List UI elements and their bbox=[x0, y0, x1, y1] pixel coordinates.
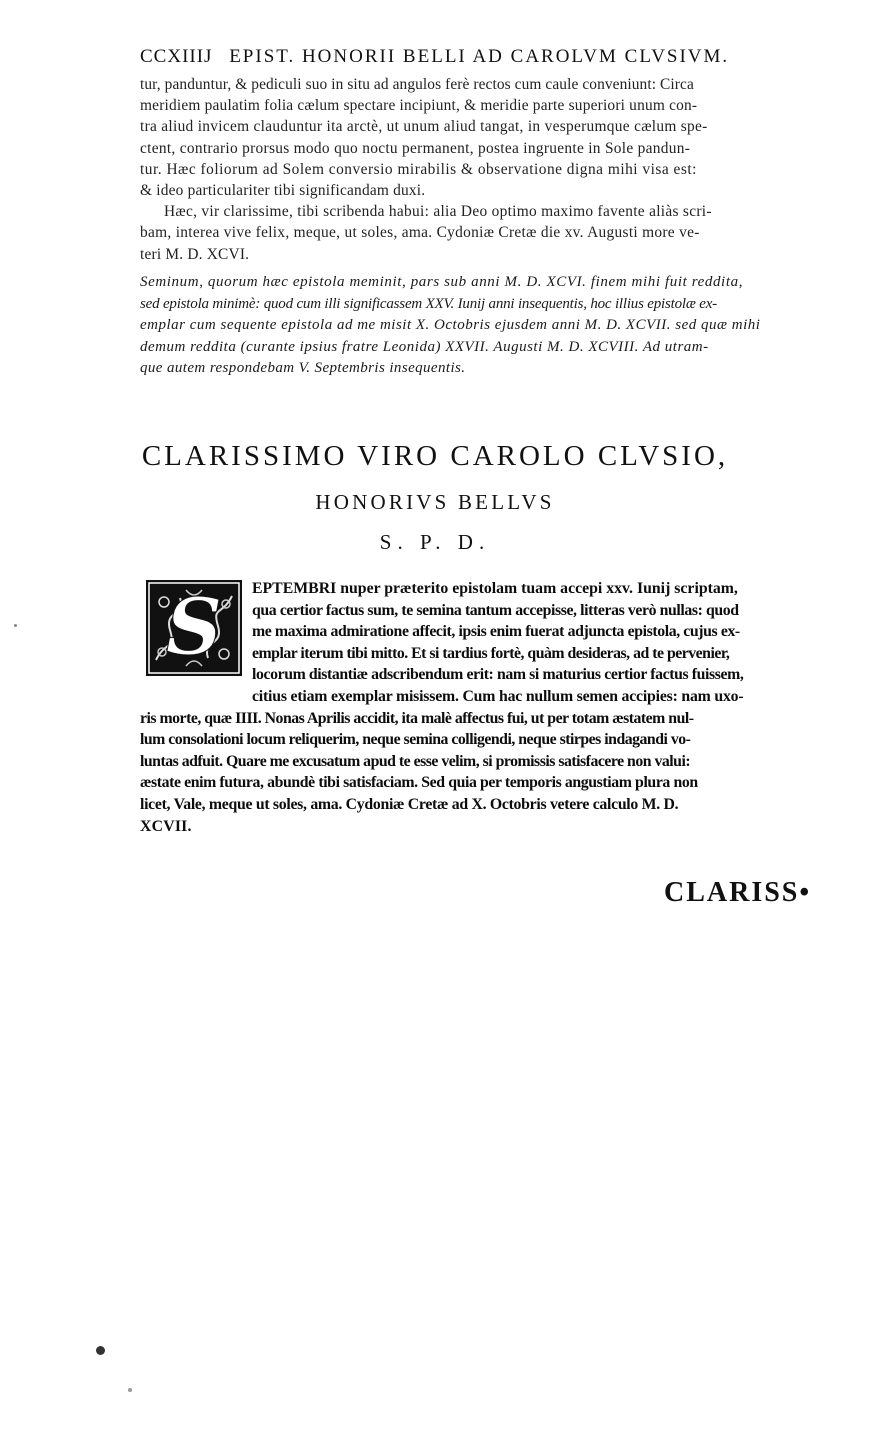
text-line: tur, panduntur, & pediculi suo in situ ad angulos ferè rectos cum caule conveniunt: Circa bbox=[140, 76, 694, 93]
letter-line: licet, Vale, meque ut soles, ama. Cydoniæ Cretæ ad X. Octobris vetere calculo M. D. bbox=[140, 795, 679, 813]
ink-speck bbox=[128, 1388, 132, 1392]
initial-letter: S bbox=[165, 582, 223, 673]
text-line: teri M. D. XCVI. bbox=[140, 245, 250, 263]
letter-line: qua certior factus sum, te semina tantum accepisse, litteras verò nullas: quod bbox=[252, 601, 739, 619]
note-line: que autem respondebam V. Septembris insequentis. bbox=[140, 360, 466, 376]
letter-line: ris morte, quæ IIII. Nonas Aprilis accidit, ita malè affectus fui, ut per totam æstatem nul- bbox=[140, 709, 694, 727]
text-line: & ideo particulariter tibi significandam duxi. bbox=[140, 182, 426, 200]
letter-line: me maxima admiratione affecit, ipsis enim fuerat adjuncta epistola, cujus ex- bbox=[252, 623, 740, 641]
letter-heading-sender: HONORIVS BELLVS bbox=[315, 490, 555, 514]
letter-heading-addressee: CLARISSIMO VIRO CAROLO CLVSIO, bbox=[141, 440, 729, 472]
note-line: emplar cum sequente epistola ad me misit X. Octobris ejusdem anni M. D. XCVII. sed quæ mihi bbox=[140, 317, 761, 333]
letter-line: citius etiam exemplar misissem. Cum hac nullum semen accipies: nam uxo- bbox=[252, 687, 744, 705]
running-head bbox=[140, 46, 729, 68]
text-line: bam, interea vive felix, meque, ut soles, ama. Cydoniæ Cretæ die xv. Augusti more ve- bbox=[140, 224, 700, 242]
letter-line: luntas adfuit. Quare me excusatum apud te esse velim, si promissis satisfacere non valui: bbox=[140, 752, 691, 770]
text-line: Hæc, vir clarissime, tibi scribenda habui: alia Deo optimo maximo favente aliàs scri- bbox=[164, 203, 712, 221]
ink-speck bbox=[96, 1346, 105, 1355]
ink-speck bbox=[14, 624, 17, 627]
letter-heading-salutation: S. P. D. bbox=[379, 530, 491, 554]
note-line: sed epistola minimè: quod cum illi significassem XXV. Iunij anni insequentis, hoc illius epistolæ ex- bbox=[140, 295, 717, 312]
text-line: tra aliud invicem clauduntur ita arctè, ut unum aliud tangat, in vesperumque cælum spe- bbox=[140, 118, 708, 136]
editor-note bbox=[140, 272, 830, 380]
note-line: demum reddita (curante ipsius fratre Leonida) XXVII. Augusti M. D. XCVIII. Ad utram- bbox=[140, 338, 709, 355]
letter-line: æstate enim futura, abundè tibi satisfaciam. Sed quia per temporis angustiam plura non bbox=[140, 774, 698, 792]
text-line: tur. Hæc foliorum ad Solem conversio mirabilis & observatione digna mihi visa est: bbox=[140, 160, 697, 178]
letter-body bbox=[140, 578, 830, 837]
letter-line: emplar iterum tibi mitto. Et si tardius fortè, quàm desideras, ad te pervenier, bbox=[252, 644, 730, 662]
running-title: EPIST. HONORII BELLI AD CAROLVM CLVSIVM. bbox=[229, 46, 730, 67]
letter-line: lum consolationi locum reliquerim, neque semina colligendi, neque stirpes indagandi vo- bbox=[140, 731, 691, 749]
letter-line: EPTEMBRI nuper præterito epistolam tuam accepi xxv. Iunij scriptam, bbox=[252, 580, 738, 597]
text-line: meridiem paulatim folia cælum spectare incipiunt, & meridie parte superiori unum con- bbox=[140, 97, 698, 115]
text-line: ctent, contrario prorsus modo quo noctu permanent, postea ingruente in Sole pandun- bbox=[140, 139, 691, 157]
catchword: CLARISS• bbox=[664, 877, 812, 908]
letter-line: XCVII. bbox=[140, 817, 192, 835]
note-line: Seminum, quorum hæc epistola meminit, pars sub anni M. D. XCVI. finem mihi fuit reddita, bbox=[140, 274, 744, 290]
previous-letter-ending bbox=[140, 74, 830, 265]
letter-line: locorum distantiæ adscribendum erit: nam si maturius certior factus fuissem, bbox=[252, 666, 744, 684]
folio-number: CCXIIIJ bbox=[140, 46, 213, 67]
